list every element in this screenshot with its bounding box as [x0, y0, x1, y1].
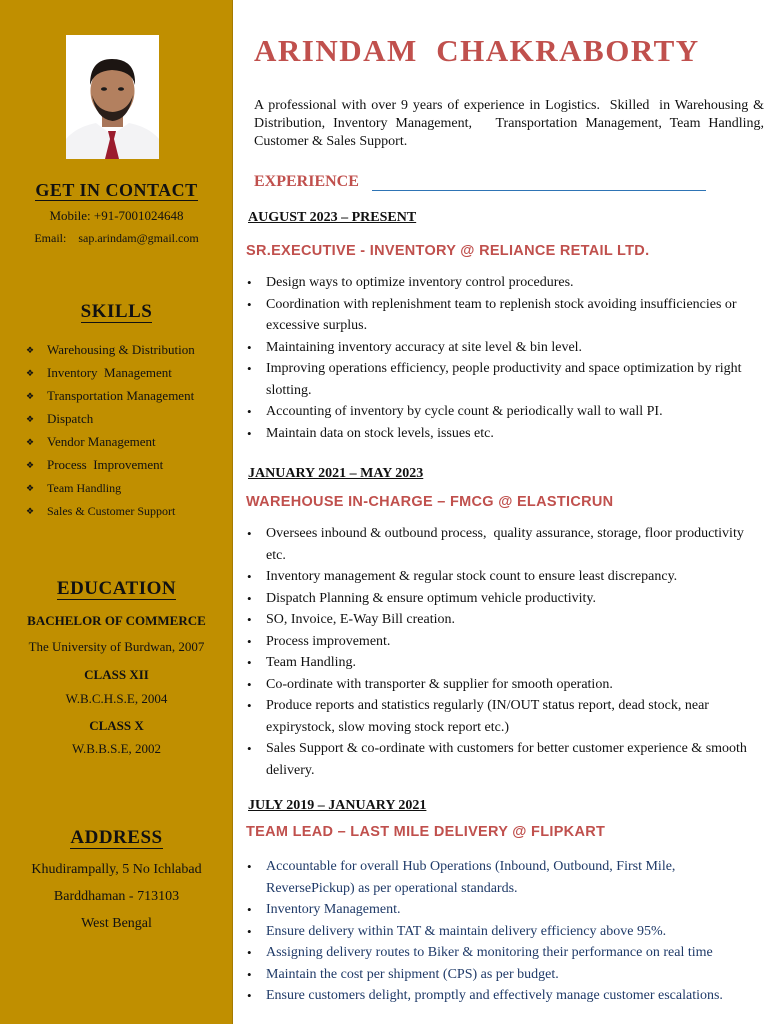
list-item: • Accountable for overall Hub Operations (Inbound, Outbound, First Mile, ReversePickup) as per operational standards.: [247, 856, 765, 899]
class12-title: CLASS XII: [84, 667, 149, 682]
job-bullets: [247, 272, 765, 444]
diamond-bullet-icon: ❖: [26, 367, 35, 378]
list-item: • SO, Invoice, E-Way Bill creation.: [247, 609, 765, 631]
degree-detail: The University of Burdwan, 2007: [28, 639, 205, 654]
class10-detail: W.B.B.S.E, 2002: [71, 741, 162, 756]
diamond-bullet-icon: ❖: [26, 390, 35, 401]
list-item: • Maintain data on stock levels, issues etc.: [247, 423, 765, 445]
job-role: WAREHOUSE IN-CHARGE – FMCG @ ELASTICRUN: [246, 494, 614, 510]
list-item: • Maintain the cost per shipment (CPS) as per budget.: [247, 964, 765, 986]
job-role: TEAM LEAD – LAST MILE DELIVERY @ FLIPKART: [246, 824, 606, 840]
list-item: • Process improvement.: [247, 631, 765, 653]
class10-title: CLASS X: [89, 718, 144, 733]
profile-summary: A professional with over 9 years of experience in Logistics. Skilled in Warehousing & Distribution, Inventory Management, Transportation Management, Team Handling, Customer & Sales Support.: [254, 98, 768, 149]
main-content: [233, 0, 768, 1024]
list-item: • Maintaining inventory accuracy at site level & bin level.: [247, 337, 765, 359]
skill-item: ❖ Team Handling: [26, 476, 195, 499]
list-item: • Ensure delivery within TAT & maintain delivery efficiency above 95%.: [247, 921, 765, 943]
job-bullets: [247, 523, 765, 781]
skill-item: ❖ Warehousing & Distribution: [26, 338, 195, 361]
skills-list: [26, 338, 195, 522]
skill-item: ❖ Vendor Management: [26, 430, 195, 453]
mobile-text: Mobile: +91-7001024648: [49, 208, 184, 223]
address-line3: West Bengal: [81, 916, 152, 931]
job-dates: AUGUST 2023 – PRESENT: [248, 210, 417, 225]
address-line2: Barddhaman - 713103: [53, 889, 180, 904]
skills-heading: SKILLS: [80, 301, 153, 322]
sidebar: [0, 0, 233, 1024]
contact-heading: GET IN CONTACT: [35, 180, 198, 200]
experience-heading: EXPERIENCE: [254, 173, 359, 190]
diamond-bullet-icon: ❖: [26, 459, 35, 470]
list-item: • Sales Support & co-ordinate with customers for better customer experience & smooth delivery.: [247, 738, 765, 781]
diamond-bullet-icon: ❖: [26, 344, 35, 355]
skill-item: ❖ Dispatch: [26, 407, 195, 430]
diamond-bullet-icon: ❖: [26, 413, 35, 424]
job-role: SR.EXECUTIVE - INVENTORY @ RELIANCE RETAIL LTD.: [246, 243, 650, 259]
diamond-bullet-icon: ❖: [26, 482, 35, 493]
diamond-bullet-icon: ❖: [26, 436, 35, 447]
address-line1: Khudirampally, 5 No Ichlabad: [31, 862, 202, 877]
degree-title: BACHELOR OF COMMERCE: [27, 613, 206, 628]
list-item: • Ensure customers delight, promptly and effectively manage customer escalations.: [247, 985, 765, 1007]
list-item: • Dispatch Planning & ensure optimum vehicle productivity.: [247, 588, 765, 610]
skill-item: ❖ Inventory Management: [26, 361, 195, 384]
skill-item: ❖ Sales & Customer Support: [26, 499, 195, 522]
education-heading: EDUCATION: [56, 578, 177, 599]
job-dates: JULY 2019 – JANUARY 2021: [248, 798, 427, 813]
list-item: • Improving operations efficiency, people productivity and space optimization by right slotting.: [247, 358, 765, 401]
class12-detail: W.B.C.H.S.E, 2004: [65, 691, 168, 706]
experience-rule: [372, 190, 706, 191]
skill-item: ❖ Transportation Management: [26, 384, 195, 407]
job-bullets: [247, 856, 765, 1007]
list-item: • Accounting of inventory by cycle count & periodically wall to wall PI.: [247, 401, 765, 423]
list-item: • Produce reports and statistics regularly (IN/OUT status report, dead stock, near expirystock, slow moving stock report etc.): [247, 695, 765, 738]
address-heading: ADDRESS: [70, 827, 163, 848]
list-item: • Co-ordinate with transporter & supplier for smooth operation.: [247, 674, 765, 696]
profile-photo: [66, 35, 159, 159]
list-item: • Coordination with replenishment team to replenish stock avoiding insufficiencies or excessive surplus.: [247, 294, 765, 337]
candidate-name: ARINDAM CHAKRABORTY: [254, 33, 700, 68]
diamond-bullet-icon: ❖: [26, 505, 35, 516]
list-item: • Inventory management & regular stock count to ensure least discrepancy.: [247, 566, 765, 588]
job-dates: JANUARY 2021 – MAY 2023: [248, 466, 424, 481]
skill-item: ❖ Process Improvement: [26, 453, 195, 476]
email-text: Email: sap.arindam@gmail.com: [34, 231, 199, 245]
list-item: • Inventory Management.: [247, 899, 765, 921]
list-item: • Design ways to optimize inventory control procedures.: [247, 272, 765, 294]
list-item: • Assigning delivery routes to Biker & monitoring their performance on real time: [247, 942, 765, 964]
list-item: • Team Handling.: [247, 652, 765, 674]
list-item: • Oversees inbound & outbound process, quality assurance, storage, floor productivity etc.: [247, 523, 765, 566]
